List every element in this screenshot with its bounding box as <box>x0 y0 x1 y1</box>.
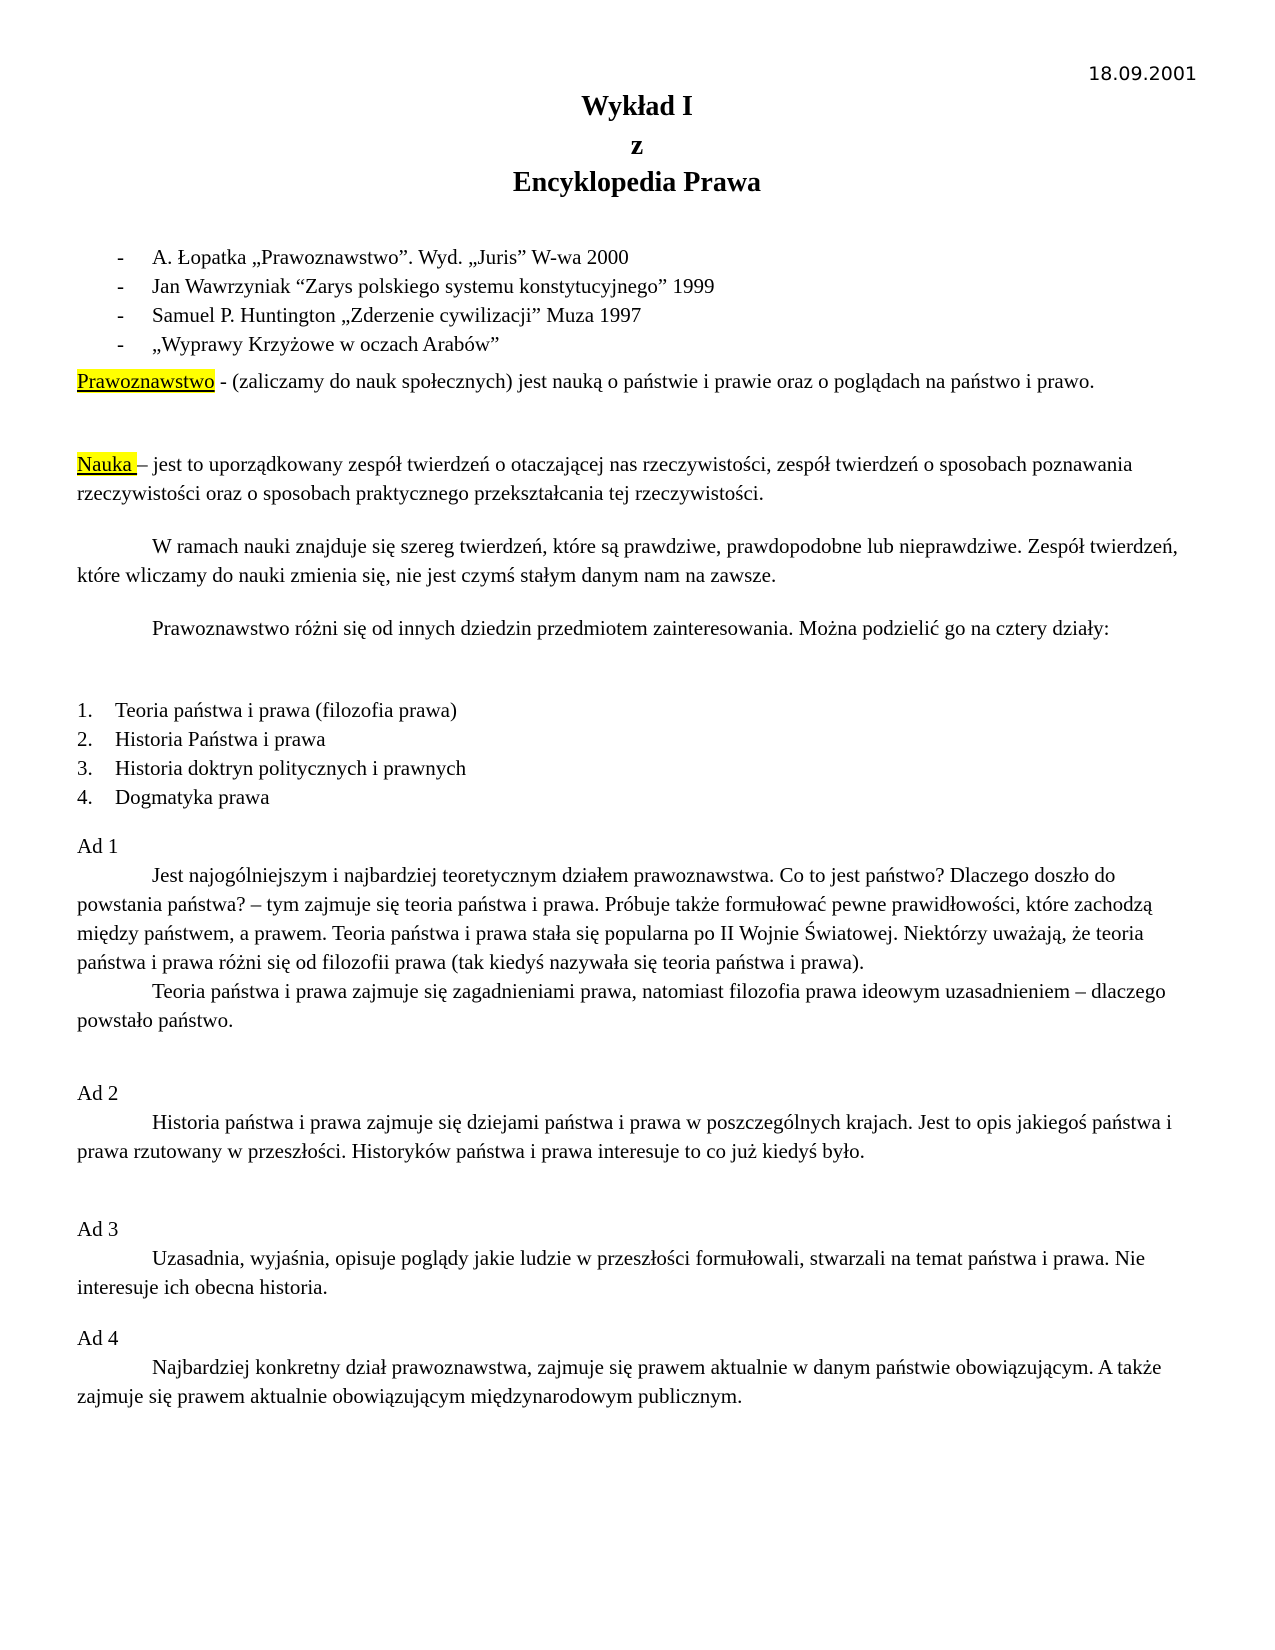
list-item: 3. Historia doktryn politycznych i prawnych <box>77 756 467 780</box>
section-ad2 <box>77 1079 1197 1166</box>
highlighted-term: Prawoznawstwo <box>77 369 215 393</box>
references-list <box>77 243 714 359</box>
reference-item: - A. Łopatka „Prawoznawstwo”. Wyd. „Juris” W-wa 2000 <box>117 245 629 269</box>
paragraph: Uzasadnia, wyjaśnia, opisuje poglądy jakie ludzie w przeszłości formułowali, stwarzali na temat państwa i prawa. Nie interesuje ich obecna historia. <box>77 1246 1146 1299</box>
highlighted-term: Nauka <box>77 452 138 476</box>
reference-item: - Jan Wawrzyniak “Zarys polskiego systemu konstytucyjnego” 1999 <box>117 274 715 298</box>
section-ad4 <box>77 1324 1197 1411</box>
paragraph: Historia państwa i prawa zajmuje się dziejami państwa i prawa w poszczególnych krajach. Jest to opis jakiegoś państwa i prawa rzutowany w przeszłości. Historyków państwa i prawa interesuje to co już kiedyś było. <box>77 1110 1172 1163</box>
paragraph: Teoria państwa i prawa zajmuje się zagadnieniami prawa, natomiast filozofia prawa ideowym uzasadnieniem – dlaczego powstało państwo. <box>77 979 1166 1032</box>
list-item: 4. Dogmatyka prawa <box>77 785 270 809</box>
paragraph: W ramach nauki znajduje się szereg twierdzeń, które są prawdziwe, prawdopodobne lub nieprawdziwe. Zespół twierdzeń, które wliczamy do nauki zmienia się, nie jest czymś stałym danym nam na zawsze. <box>77 534 1178 587</box>
paragraph: Jest najogólniejszym i najbardziej teoretycznym działem prawoznawstwa. Co to jest państwo? Dlaczego doszło do powstania państwa? – tym zajmuje się teoria państwa i prawa. Próbuje także formułować pewne prawidłowości, które zachodzą między państwem, a prawem. Teoria państwa i prawa stała się popularna po II Wojnie Światowej. Niektórzy uważają, że teoria państwa i prawa różni się od filozofii prawa (tak kiedyś nazywała się teoria państwa i prawa). <box>77 863 1153 974</box>
definition-nauka: Nauka – jest to uporządkowany zespół twierdzeń o otaczającej nas rzeczywistości, zespół twierdzeń o sposobach poznawania rzeczywistości oraz o sposobach praktycznego przekształcania tej rzeczywistości. <box>77 452 1133 505</box>
section-heading: Ad 4 <box>77 1326 119 1350</box>
section-ad1 <box>77 832 1197 1035</box>
title-line-1: Wykład I <box>581 91 693 122</box>
paragraph: Najbardziej konkretny dział prawoznawstwa, zajmuje się prawem aktualnie w danym państwie obowiązującym. A także zajmuje się prawem aktualnie obowiązującym międzynarodowym publicznym. <box>77 1355 1162 1408</box>
section-heading: Ad 3 <box>77 1217 119 1241</box>
reference-item: - „Wyprawy Krzyżowe w oczach Arabów” <box>117 332 500 356</box>
document-date: 18.09.2001 <box>1088 63 1197 85</box>
paragraph: Prawoznawstwo różni się od innych dziedzin przedmiotem zainteresowania. Można podzielić go na cztery działy: <box>152 616 1110 640</box>
section-ad3 <box>77 1215 1197 1302</box>
section-heading: Ad 1 <box>77 834 119 858</box>
list-item: 1. Teoria państwa i prawa (filozofia prawa) <box>77 698 457 722</box>
section-heading: Ad 2 <box>77 1081 119 1105</box>
definition-prawoznawstwo: Prawoznawstwo - (zaliczamy do nauk społecznych) jest nauką o państwie i prawie oraz o poglądach na państwo i prawo. <box>77 369 1095 393</box>
reference-item: - Samuel P. Huntington „Zderzenie cywilizacji” Muza 1997 <box>117 303 642 327</box>
title-line-3: Encyklopedia Prawa <box>512 167 762 198</box>
title-line-2: z <box>630 130 644 161</box>
divisions-list <box>77 696 1197 812</box>
list-item: 2. Historia Państwa i prawa <box>77 727 326 751</box>
